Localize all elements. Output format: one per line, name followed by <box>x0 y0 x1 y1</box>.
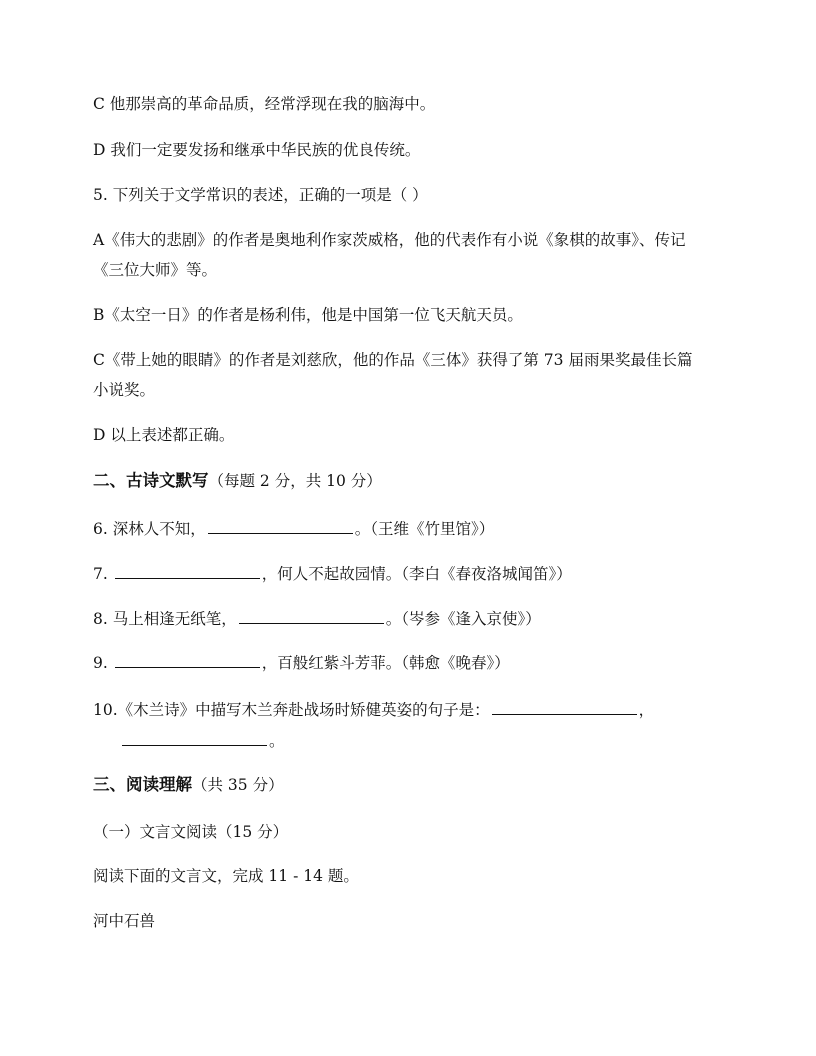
q5-option-c-line2: 小说奖。 <box>93 381 156 399</box>
section-3-heading <box>93 775 284 795</box>
q5-option-b: B《太空一日》的作者是杨利伟，他是中国第一位飞天航天员。 <box>93 306 523 324</box>
q6 <box>93 518 494 539</box>
q10-before: 10.《木兰诗》中描写木兰奔赴战场时矫健英姿的句子是： <box>93 701 490 719</box>
q4-option-c: C 他那崇高的革命品质，经常浮现在我的脑海中。 <box>93 95 436 113</box>
section-2-heading <box>93 471 382 491</box>
q6-after: 。（王维《竹里馆》） <box>354 520 495 538</box>
q10-line1 <box>93 699 654 720</box>
q7-answer-blank[interactable] <box>115 563 260 579</box>
q5-stem: 5. 下列关于文学常识的表述，正确的一项是（ ） <box>93 186 428 204</box>
section-3-note: （共 35 分） <box>192 776 284 794</box>
q9 <box>93 652 510 673</box>
q7-before: 7. <box>93 565 113 583</box>
q10-line2 <box>120 730 285 751</box>
q10-answer-blank-1[interactable] <box>492 699 637 715</box>
q8-before: 8. 马上相逢无纸笔， <box>93 610 237 628</box>
q4-option-d: D 我们一定要发扬和继承中华民族的优良传统。 <box>93 141 421 159</box>
q10-end: 。 <box>269 732 285 750</box>
q6-answer-blank[interactable] <box>208 518 353 534</box>
q9-after: ，百般红紫斗芳菲。（韩愈《晚春》） <box>261 654 510 672</box>
q9-before: 9. <box>93 654 113 672</box>
q8 <box>93 608 541 629</box>
part-1-title: （一）文言文阅读（15 分） <box>93 823 289 841</box>
q10-answer-blank-2[interactable] <box>122 730 267 746</box>
q8-after: 。（岑参《逢入京使》） <box>385 610 541 628</box>
q5-option-a-line1: A《伟大的悲剧》的作者是奥地利作家茨威格，他的代表作有小说《象棋的故事》、传记 <box>93 231 686 249</box>
reading-instruction: 阅读下面的文言文，完成 11 - 14 题。 <box>93 867 359 885</box>
q9-answer-blank[interactable] <box>115 652 260 668</box>
q7 <box>93 563 572 584</box>
q10-mid: ， <box>638 701 655 719</box>
section-2-note: （每题 2 分，共 10 分） <box>208 472 382 490</box>
q7-after: ，何人不起故园情。（李白《春夜洛城闻笛》） <box>261 565 572 583</box>
q5-option-a-line2: 《三位大师》等。 <box>93 261 218 279</box>
passage-title: 河中石兽 <box>93 912 156 930</box>
q6-before: 6. 深林人不知， <box>93 520 206 538</box>
q8-answer-blank[interactable] <box>239 608 384 624</box>
section-2-title: 二、古诗文默写 <box>93 471 209 490</box>
q5-option-d: D 以上表述都正确。 <box>93 426 235 444</box>
q5-option-c-line1: C《带上她的眼睛》的作者是刘慈欣，他的作品《三体》获得了第 73 届雨果奖最佳长篇 <box>93 351 693 369</box>
section-3-title: 三、阅读理解 <box>93 775 192 794</box>
